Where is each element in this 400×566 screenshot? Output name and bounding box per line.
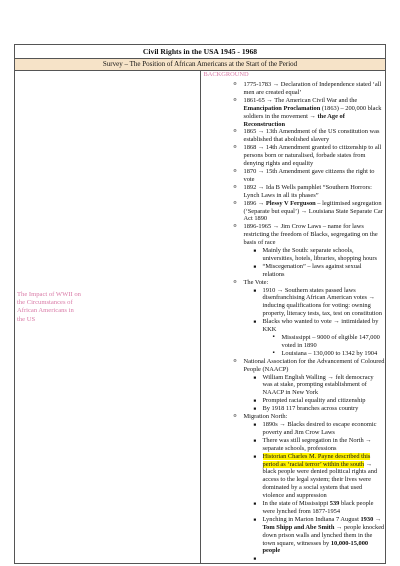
sub-list-item: ■ 1910 → Southern states passed laws disenfranchising African American votes → inducing qualifications for voting: owning property, literacy tests, tax, test on constitution [244,287,386,319]
list-item: o The Vote: ■ 1910 → Southern states passed laws disenfranchising African American votes → inducing qualifications for voting: owning property, literacy tests, tax, test on constitution ■ Blacks who wanted to vote → intimidated by KKK ▪ Mississippi – 9000 of eligible 147,000 voted in 1890 ▪ Louisiana – 130,000 to 1342 by 1904 [201,279,386,358]
survey-heading: Survey – The Position of African Americans at the Start of the Period [15,59,386,71]
list-item: o 1861-65 → The American Civil War and the Emancipation Proclamation (1863) – 200,000 black soldiers in the movement → the Age of Reconstruction [201,97,386,129]
list-item: o 1896-1965 → Jim Crow Laws – name for laws restricting the freedom of Blacks, segregating on the basis of race ■ Mainly the South: separate schools, universities, hotels, libraries, shopping hours ■ “Miscegenation” – laws against sexual relations [201,223,386,278]
sub-list-item: ■ Historian Charles M. Payne described this period as ‘racial terror’ within the south → black people were denied political rights and access to the legal system; their lives were dominated by a social system that used violence and suppression [244,453,386,500]
sub-sub-list-item: ▪ Mississippi – 9000 of eligible 147,000 voted in 1890 [263,334,386,350]
list-item: o 1865 → 13th Amendment of the US constitution was established that abolished slavery [201,128,386,144]
notes-content [201,81,386,563]
notes-cell [200,71,386,564]
document-title: Civil Rights in the USA 1945 - 1968 [15,45,386,59]
highlighted-text: Historian Charles M. Payne described this period as ‘racial terror’ within the south [262,452,371,468]
content-row [15,71,386,564]
sub-list-item: ■ “Miscegenation” – laws against sexual relations [244,263,386,279]
background-heading: BACKGROUND [203,71,249,78]
sub-list-item: ■ Lynching in Marion Indiana 7 August 1930 → Tom Shipp and Abe Smith → people knocked down prison walls and lynched them in the town square, witnesses by 10,000-15,000 people [244,516,386,556]
background-list [201,81,386,563]
title-row [15,45,386,59]
sub-list [254,247,386,279]
section-label-cell [15,71,201,564]
survey-row [15,59,386,71]
section-label: The Impact of WWII on the Circumstances of African Americans in the US [17,291,81,323]
sub-list-item-empty [244,555,386,563]
sub-sub-list [263,334,386,358]
sub-list-item: ■ Blacks who wanted to vote → intimidated by KKK ▪ Mississippi – 9000 of eligible 147,000 voted in 1890 ▪ Louisiana – 130,000 to 1342 by 1904 [244,318,386,358]
sub-list-item: ■ 1890s → Blacks desired to escape economic poverty and Jim Crow Laws [244,421,386,437]
list-item: o National Association for the Advancement of Coloured People (NAACP) ■ William English Walling → felt democracy was at stake, prompting establishment of NAACP in New York ■ Prompted racial equality and citizenship ■ By 1918 117 branches across country [201,358,386,413]
sub-list-item: ■ In the state of Mississippi 539 black people were lynched from 1877-1954 [244,500,386,516]
sub-list [254,287,386,358]
sub-list-item: ■ Prompted racial equality and citizenship [244,397,386,405]
list-item: o 1892 → Ida B Wells pamphlet “Southern Horrors: Lynch Laws in all its phases” [201,184,386,200]
list-item: o 1868 → 14th Amendment granted to citizenship to all persons born or naturalised, forbade states from denying rights and equality [201,144,386,168]
sub-list-item: ■ William English Walling → felt democracy was at stake, prompting establishment of NAACP in New York [244,374,386,398]
list-item: o Migration North: ■ 1890s → Blacks desired to escape economic poverty and Jim Crow Laws ■ There was still segregation in the North → separate schools, professions ■ Historian Charles M. Payne described this period as ‘racial terror’ within the south → black people were denied political rights and access to the legal system; their lives were dominated by a social system that used violence and suppression ■ In the state of Mississippi 539 black people were lynched from 1877-1954 ■ Lynching in Marion Indiana 7 August 1930 → Tom Shipp and Abe Smith → people knocked down prison walls and lynched them in the town square, witnesses by 10,000-15,000 people ■ [201,413,386,563]
notes-table [14,44,386,564]
sub-list-item: ■ Mainly the South: separate schools, universities, hotels, libraries, shopping hours [244,247,386,263]
sub-list-item: ■ By 1918 117 branches across country [244,405,386,413]
list-item: o 1896 → Plessy V Ferguson – legitimised segregation (‘Separate but equal’) → Louisiana State Separate Car Act 1890 [201,200,386,224]
sub-sub-list-item: ▪ Louisiana – 130,000 to 1342 by 1904 [263,350,386,358]
sub-list [254,374,386,414]
list-item: o 1775-1783 → Declaration of Independence stated ‘all men are created equal’ [201,81,386,97]
list-item: o 1870 → 15th Amendment gave citizens the right to vote [201,168,386,184]
sub-list-item: ■ There was still segregation in the North → separate schools, professions [244,437,386,453]
sub-list [254,421,386,563]
